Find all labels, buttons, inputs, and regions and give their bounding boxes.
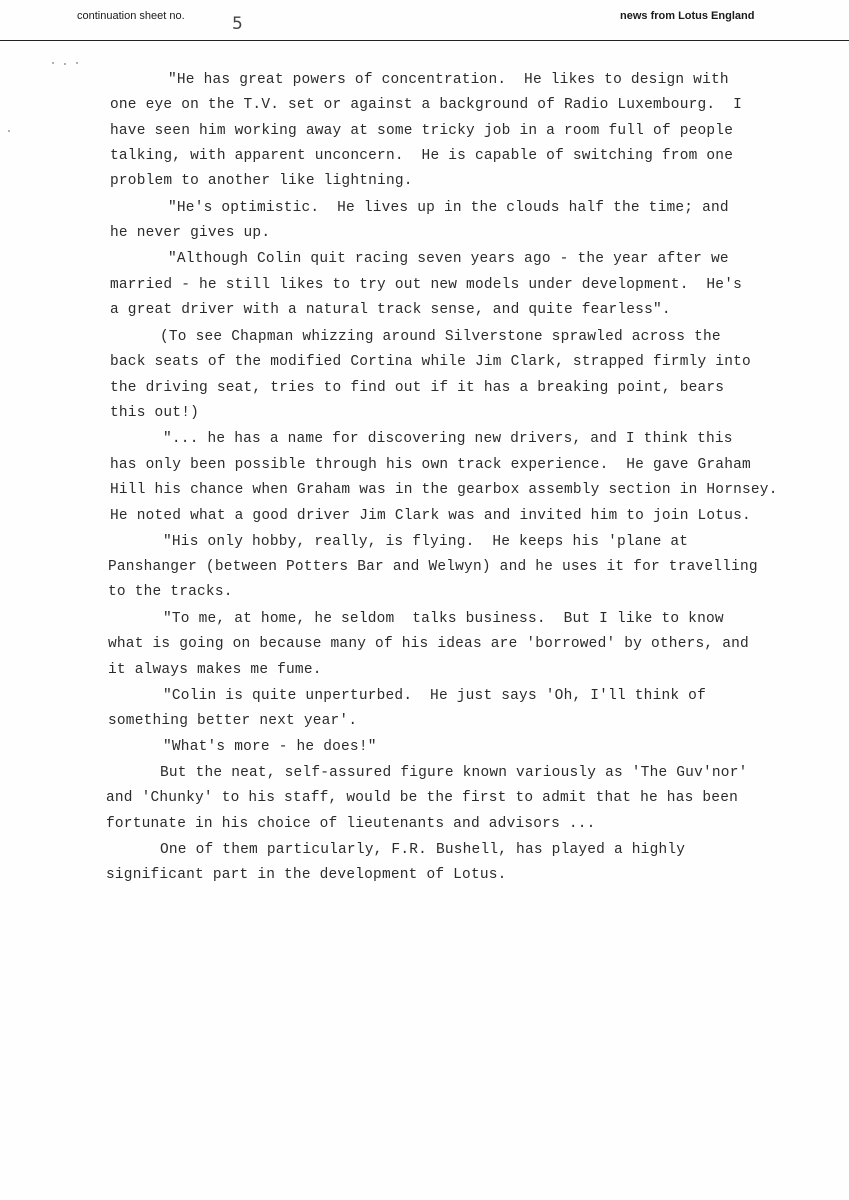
text-line: Panshanger (between Potters Bar and Welwyn) and he uses it for travelling <box>108 559 758 575</box>
text-line: this out!) <box>110 405 200 421</box>
text-line: significant part in the development of Lotus. <box>106 867 507 883</box>
text-line: But the neat, self-assured figure known variously as 'The Guv'nor' <box>160 765 748 781</box>
text-line: He noted what a good driver Jim Clark was and invited him to join Lotus. <box>110 508 751 524</box>
text-line: "What's more - he does!" <box>163 739 377 755</box>
paper-speck <box>8 130 10 132</box>
text-line: what is going on because many of his ideas are 'borrowed' by others, and <box>108 636 749 652</box>
text-line: fortunate in his choice of lieutenants and advisors ... <box>106 816 596 832</box>
text-line: "... he has a name for discovering new drivers, and I think this <box>163 431 733 447</box>
text-line: to the tracks. <box>108 584 233 600</box>
header-rule <box>0 40 849 41</box>
continuation-label: continuation sheet no. <box>77 10 185 22</box>
text-line: and 'Chunky' to his staff, would be the first to admit that he has been <box>106 790 739 806</box>
text-line: married - he still likes to try out new models under development. He's <box>110 277 743 293</box>
text-line: "Colin is quite unperturbed. He just says 'Oh, I'll think of <box>163 688 706 704</box>
paper-speck <box>76 62 78 64</box>
text-line: have seen him working away at some tricky job in a room full of people <box>110 123 734 139</box>
text-line: he never gives up. <box>110 225 271 241</box>
text-line: Hill his chance when Graham was in the gearbox assembly section in Hornsey. <box>110 482 778 498</box>
page-header <box>0 0 849 44</box>
text-line: problem to another like lightning. <box>110 173 413 189</box>
text-line: "His only hobby, really, is flying. He keeps his 'plane at <box>163 534 689 550</box>
text-line: a great driver with a natural track sense, and quite fearless". <box>110 302 671 318</box>
text-line: it always makes me fume. <box>108 662 322 678</box>
text-line: "To me, at home, he seldom talks business. But I like to know <box>163 611 724 627</box>
text-line: talking, with apparent unconcern. He is capable of switching from one <box>110 148 734 164</box>
text-line: one eye on the T.V. set or against a background of Radio Luxembourg. I <box>110 97 743 113</box>
text-line: back seats of the modified Cortina while Jim Clark, strapped firmly into <box>110 354 751 370</box>
paper-speck <box>64 63 66 65</box>
text-line: "He has great powers of concentration. He likes to design with <box>168 72 729 88</box>
page-number: 5 <box>232 14 243 34</box>
text-line: "Although Colin quit racing seven years ago - the year after we <box>168 251 729 267</box>
text-line: One of them particularly, F.R. Bushell, has played a highly <box>160 842 686 858</box>
text-line: something better next year'. <box>108 713 358 729</box>
text-line: has only been possible through his own track experience. He gave Graham <box>110 457 751 473</box>
text-line: (To see Chapman whizzing around Silverstone sprawled across the <box>160 329 721 345</box>
text-line: the driving seat, tries to find out if it has a breaking point, bears <box>110 380 725 396</box>
text-line: "He's optimistic. He lives up in the clouds half the time; and <box>168 200 729 216</box>
publication-name: news from Lotus England <box>620 10 755 22</box>
paper-speck <box>52 62 54 64</box>
